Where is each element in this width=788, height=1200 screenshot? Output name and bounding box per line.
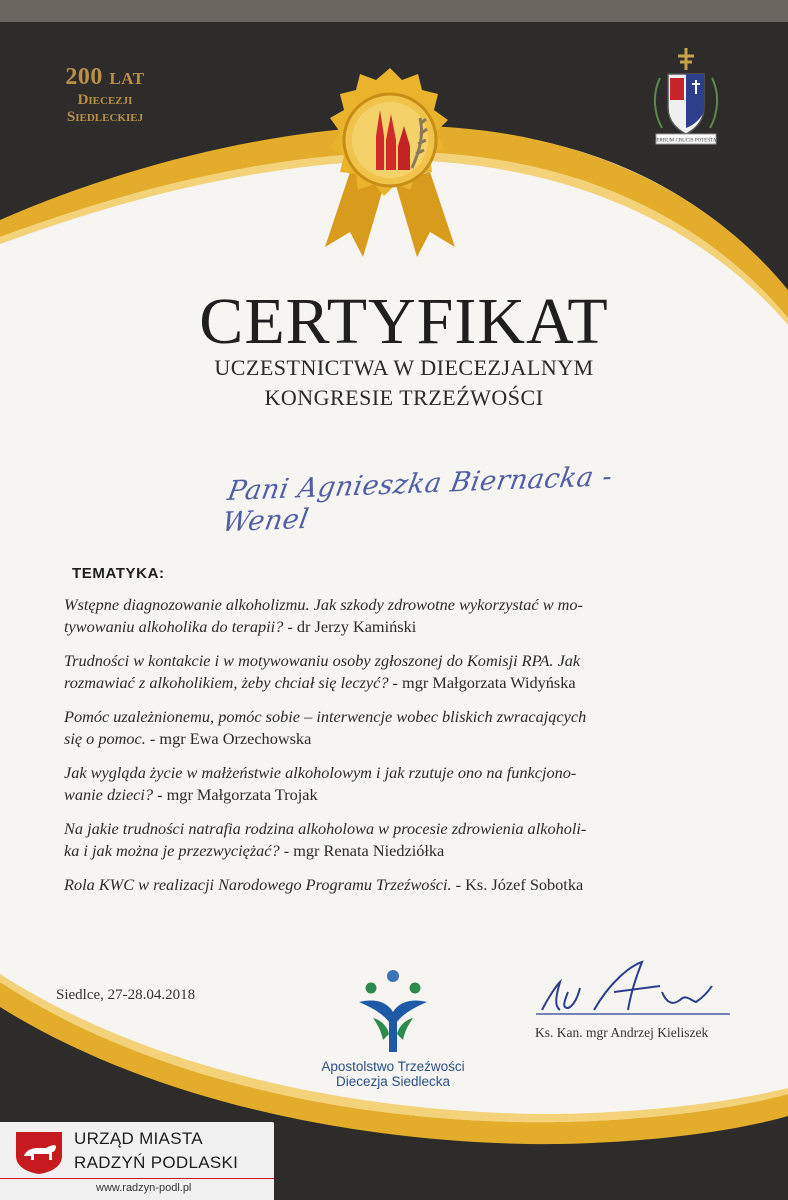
- topic-question-line2: wanie dzieci?: [64, 785, 154, 804]
- city-name-line1: URZĄD MIASTA: [74, 1129, 203, 1148]
- anniversary-line3: Siedleckiej: [66, 108, 144, 125]
- gold-seal-icon: [305, 62, 475, 262]
- topic-question-line1: Trudności w kontakcie i w motywowaniu osoby zgłoszonej do Komisji RPA. Jak: [64, 651, 581, 670]
- certificate-subtitle-line1: UCZESTNICTWA W DIECEZJALNYM: [214, 355, 594, 380]
- topic-question-line1: Wstępne diagnozowanie alkoholizmu. Jak szkody zdrowotne wykorzystać w mo-: [64, 595, 583, 614]
- topic-question-line2: ka i jak można je przezwyciężać?: [64, 841, 280, 860]
- anniversary-line2: Diecezji: [77, 91, 133, 108]
- topic-item: [64, 594, 736, 638]
- bishop-coat-of-arms-icon: [634, 44, 738, 148]
- people-circle-logo-icon: [353, 968, 433, 1054]
- topic-item: [64, 650, 736, 694]
- apostolstwo-logo: [298, 968, 488, 1089]
- topic-question-line1: Rola KWC w realizacji Narodowego Programu Trzeźwości.: [64, 875, 452, 894]
- topics-list: [64, 594, 744, 896]
- place-and-date: Siedlce, 27-28.04.2018: [56, 987, 196, 1003]
- topic-question-line1: Jak wygląda życie w małżeństwie alkoholowym i jak rzutuje ono na funkcjono-: [64, 763, 577, 782]
- red-divider: [0, 1178, 274, 1179]
- topic-item: [64, 818, 736, 862]
- topic-speaker: - mgr Renata Niedziółka: [279, 841, 445, 860]
- city-website: www.radzyn-podl.pl: [96, 1182, 192, 1194]
- certificate: [0, 22, 788, 1200]
- topic-speaker: - mgr Małgorzata Trojak: [153, 785, 318, 804]
- topic-question-line2: się o pomoc.: [64, 729, 146, 748]
- certificate-title: CERTYFIKAT: [199, 285, 609, 358]
- topic-item: [64, 706, 736, 750]
- handwritten-signature: [530, 952, 730, 1022]
- anniversary-line1: 200 lat: [65, 64, 145, 90]
- topic-question-line1: Pomóc uzależnionemu, pomóc sobie – interwencje wobec bliskich zwracających: [64, 707, 587, 726]
- topic-item: [64, 874, 736, 896]
- city-name-line2: RADZYŃ PODLASKI: [74, 1153, 239, 1172]
- coat-of-arms-motto: VERBUM CRUCIS POTESTAS: [652, 138, 720, 144]
- topic-question-line1: Na jakie trudności natrafia rodzina alkoholowa w procesie zdrowienia alkoholi-: [64, 819, 587, 838]
- topic-speaker: - dr Jerzy Kamiński: [283, 617, 417, 636]
- logo-text-line1: Apostolstwo Trzeźwości: [321, 1059, 465, 1074]
- topics-section: [64, 565, 744, 908]
- anniversary-emblem: [40, 64, 170, 126]
- topic-speaker: - mgr Ewa Orzechowska: [145, 729, 312, 748]
- topic-speaker: - mgr Małgorzata Widyńska: [388, 673, 576, 692]
- recipient-handwritten-name: Pani Agnieszka Biernacka - Wenel: [219, 461, 615, 539]
- topics-heading: TEMATYKA:: [72, 565, 165, 582]
- certificate-subtitle-line2: KONGRESIE TRZEŹWOŚCI: [264, 385, 544, 410]
- topic-speaker: - Ks. Józef Sobotka: [451, 875, 584, 894]
- topic-item: [64, 762, 736, 806]
- signer-name: Ks. Kan. mgr Andrzej Kieliszek: [535, 1025, 709, 1040]
- city-hall-watermark: [0, 1122, 274, 1200]
- topic-question-line2: rozmawiać z alkoholikiem, żeby chciał się leczyć?: [64, 673, 389, 692]
- topic-question-line2: tywowaniu alkoholika do terapii?: [64, 617, 284, 636]
- logo-text-line2: Diecezja Siedlecka: [335, 1074, 451, 1089]
- city-crest-icon: [14, 1130, 64, 1174]
